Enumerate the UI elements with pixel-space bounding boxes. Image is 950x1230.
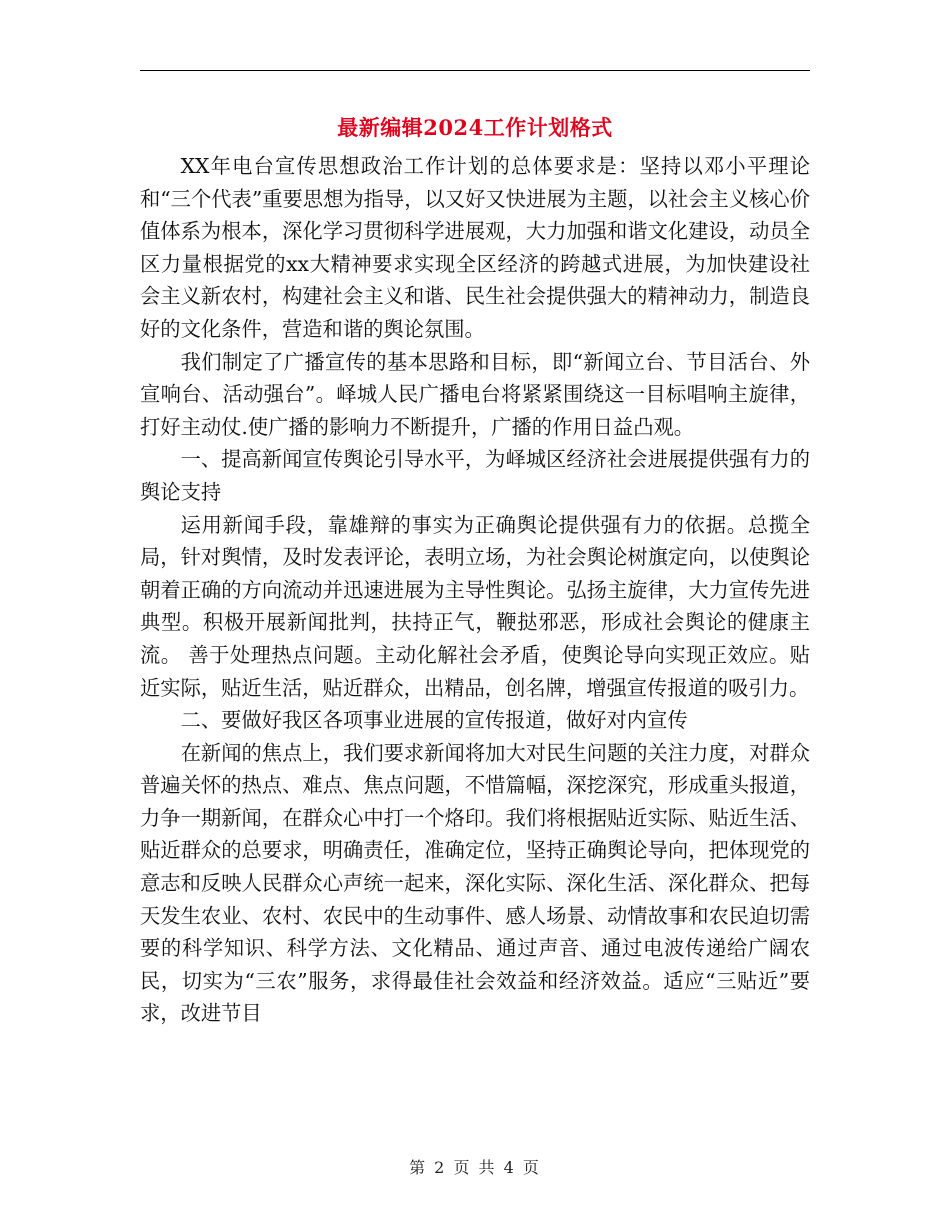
- document-body: [140, 150, 810, 1030]
- header-rule: [140, 70, 810, 71]
- section-heading-1: 一、提高新闻宣传舆论引导水平，为峄城区经济社会进展提供强有力的舆论支持: [140, 447, 810, 504]
- paragraph-intro: XX年电台宣传思想政治工作计划的总体要求是：坚持以邓小平理论和“三个代表”重要思想为指导，以又好又快进展为主题，以社会主义核心价值体系为根本，深化学习贯彻科学进展观，大力加强和谐文化建设，动员全区力量根据党的xx大精神要求实现全区经济的跨越式进展，为加快建设社会主义新农村，构建社会主义和谐、民生社会提供强大的精神动力，制造良好的文化条件，营造和谐的舆论氛围。: [140, 154, 810, 341]
- page-footer: 第 2 页 共 4 页: [409, 1158, 541, 1177]
- paragraph-section-1: 运用新闻手段，靠雄辩的事实为正确舆论提供强有力的依据。总揽全局，针对舆情，及时发表评论，表明立场，为社会舆论树旗定向，以使舆论朝着正确的方向流动并迅速进展为主导性舆论。弘扬主旋律，大力宣传先进典型。积极开展新闻批判，扶持正气，鞭挞邪恶，形成社会舆论的健康主流。 善于处理热点问题。主动化解社会矛盾，使舆论导向实现正效应。贴近实际，贴近生活，贴近群众，出精品，创名牌，增强宣传报道的吸引力。: [140, 512, 810, 700]
- document-title: 最新编辑2024工作计划格式: [337, 115, 613, 140]
- paragraph-section-2: 在新闻的焦点上，我们要求新闻将加大对民生问题的关注力度，对群众普遍关怀的热点、难点、焦点问题，不惜篇幅，深挖深究，形成重头报道，力争一期新闻，在群众心中打一个烙印。我们将根据贴近实际、贴近生活、贴近群众的总要求，明确责任，准确定位，坚持正确舆论导向，把体现党的意志和反映人民群众心声统一起来，深化实际、深化生活、深化群众、把每天发生农业、农村、农民中的生动事件、感人场景、动情故事和农民迫切需要的科学知识、科学方法、文化精品、通过声音、通过电波传递给广阔农民，切实为“三农”服务，求得最佳社会效益和经济效益。适应“三贴近”要求，改进节目: [140, 740, 810, 1026]
- section-heading-2: 二、要做好我区各项事业进展的宣传报道，做好对内宣传: [180, 708, 688, 733]
- paragraph-goals: 我们制定了广播宣传的基本思路和目标，即“新闻立台、节目活台、外宣响台、活动强台”。峄城人民广播电台将紧紧围绕这一目标唱响主旋律，打好主动仗.使广播的影响力不断提升，广播的作用日益凸观。: [140, 349, 810, 439]
